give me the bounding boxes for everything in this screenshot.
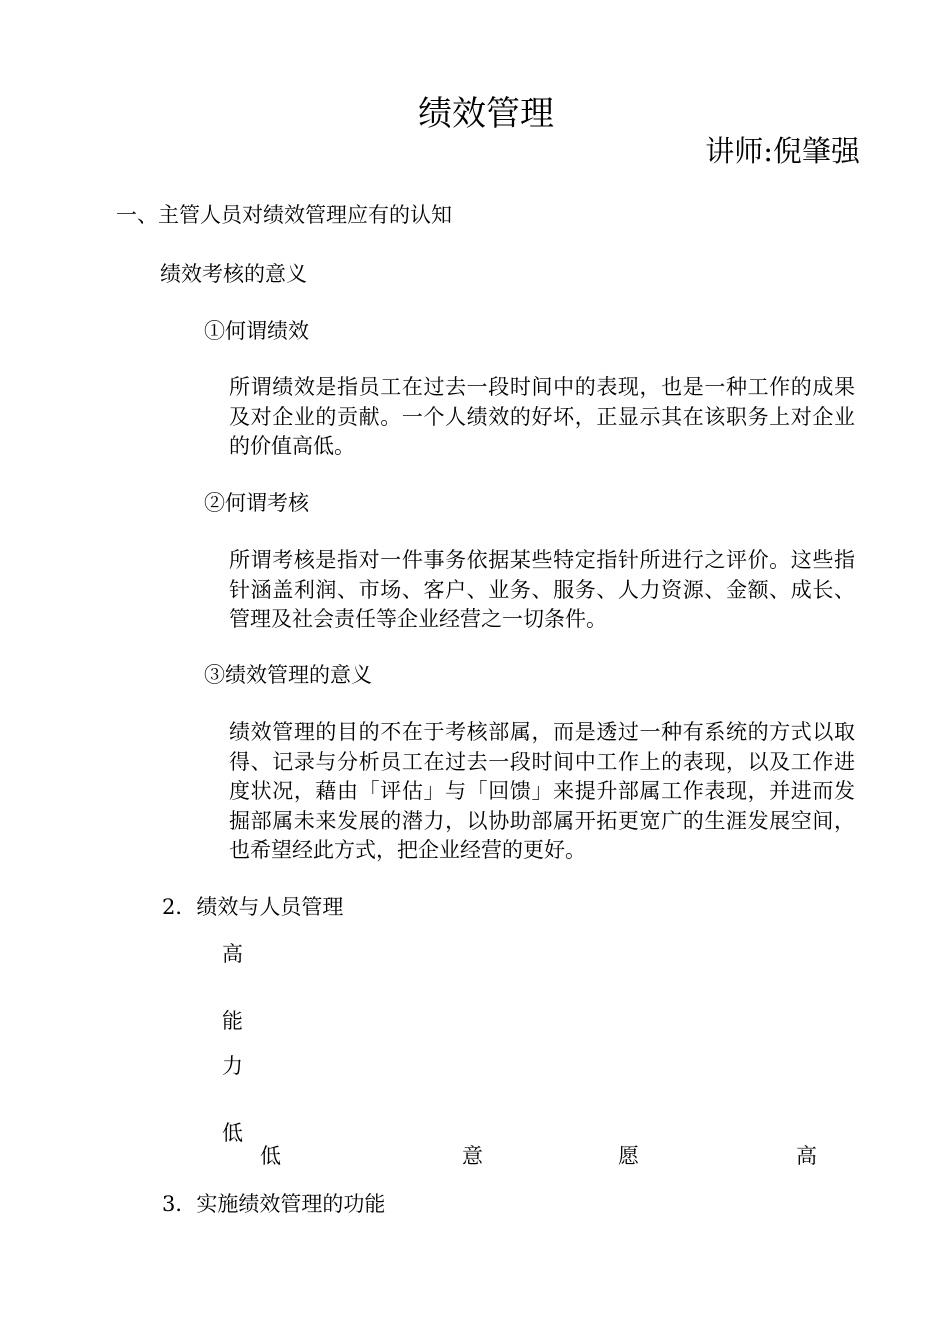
item-3-label: ③绩效管理的意义 [204,663,372,687]
y-axis-label-ability-1: 能 [222,1009,243,1033]
section-1-heading: 一、主管人员对绩效管理应有的认知 [116,203,452,227]
x-axis-label-willingness-1: 意 [462,1144,483,1168]
section-3-heading: 3．实施绩效管理的功能 [162,1192,386,1216]
lecturer-line: 讲师:倪肇强 [705,134,860,168]
item-1-label: ①何谓绩效 [204,319,309,343]
section-2-heading: 2．绩效与人员管理 [162,895,344,919]
item-2-paragraph: 所谓考核是指对一件事务依据某些特定指针所进行之评价。这些指针涵盖利润、市场、客户、业务、服务、人力资源、金额、成长、管理及社会责任等企业经营之一切条件。 [229,548,855,631]
section-1-subheading: 绩效考核的意义 [160,262,307,286]
item-1-paragraph: 所谓绩效是指员工在过去一段时间中的表现，也是一种工作的成果及对企业的贡献。一个人绩效的好坏，正显示其在该职务上对企业的价值高低。 [229,375,855,458]
y-axis-label-ability-2: 力 [222,1054,243,1078]
item-2-label: ②何谓考核 [204,491,309,515]
x-axis-label-high: 高 [796,1144,817,1168]
y-axis-label-high: 高 [222,942,243,966]
document-title: 绩效管理 [418,94,554,134]
y-axis-label-low: 低 [222,1121,243,1145]
x-axis-label-willingness-2: 愿 [618,1144,639,1168]
item-3-paragraph: 绩效管理的目的不在于考核部属，而是透过一种有系统的方式以取得、记录与分析员工在过去一段时间中工作上的表现，以及工作进度状况，藉由「评估」与「回馈」来提升部属工作表现，并进而发掘部属未来发展的潜力，以协助部属开拓更宽广的生涯发展空间，也希望经此方式，把企业经营的更好。 [229,720,855,862]
x-axis-label-low: 低 [260,1144,281,1168]
